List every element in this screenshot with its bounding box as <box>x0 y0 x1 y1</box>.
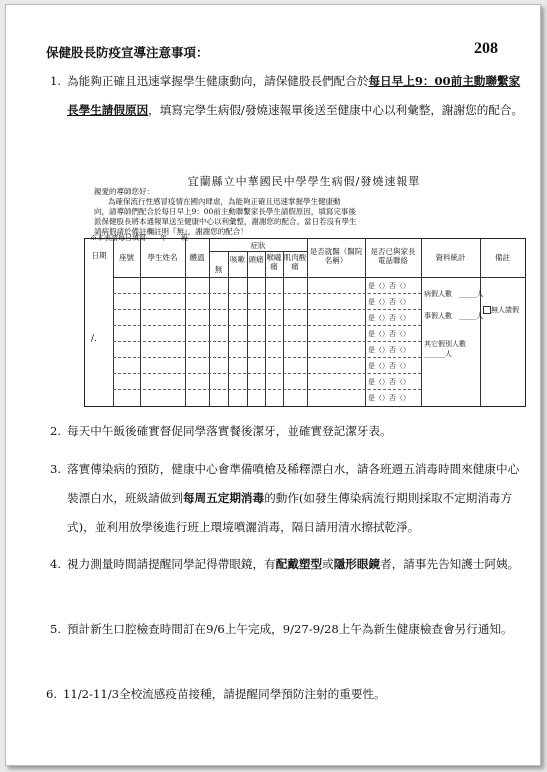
stat-label: 病假人數 <box>424 290 452 298</box>
item-number: 3. <box>50 462 62 476</box>
table-row-divider <box>113 325 421 326</box>
stat-personal-leave: 事假人數 _____人 <box>424 312 484 320</box>
contact-cell: 是（）否（） <box>368 362 410 370</box>
table-row-divider <box>113 357 421 358</box>
col-divider <box>283 251 284 406</box>
table-row-divider <box>113 293 421 294</box>
contact-cell: 是（）否（） <box>368 346 410 354</box>
col-divider <box>480 239 481 406</box>
item-text: 預計新生口腔檢查時間訂在9/6上午完成，9/27-9/28上午為新生健康檢查會另行通知。 <box>67 622 513 636</box>
item-text-segment: 或 <box>322 557 334 571</box>
col-divider <box>265 251 266 406</box>
col-divider <box>307 239 308 406</box>
stat-unit: 人 <box>445 350 452 358</box>
item-text-segment: 為能夠正確且迅速掌握學生健康動向，請保健股長們配合於 <box>67 74 369 88</box>
form-line: 派保健股長將本通報單送至健康中心以利彙整，謝謝您的配合。當日若沒有學生 <box>94 217 357 226</box>
contact-cell: 是（）否（） <box>368 394 410 402</box>
document-page <box>5 4 541 766</box>
sick-leave-report-form <box>84 173 524 405</box>
col-divider <box>365 239 366 406</box>
item-text <box>67 550 528 579</box>
item-number: 1. <box>50 74 62 88</box>
table-row-divider <box>113 373 421 374</box>
page-number: 208 <box>474 40 498 57</box>
list-item-3 <box>50 455 528 542</box>
header-remark: 備註 <box>495 253 510 262</box>
header-sym-headache: 頭痛 <box>248 255 264 264</box>
item-text-segment: ，填寫完學生病假/發燒速報單後送至健康中心以利彙整，謝謝您的配合。 <box>148 103 524 117</box>
item-text-segment: 的動作(如發生傳染病流行期則採取不定期消毒方式)，並利用放學後進行班上環境噴灑消毒，隔日請用清水擦拭乾淨。 <box>67 491 513 534</box>
header-bottom <box>113 277 525 278</box>
stat-unit: 人 <box>476 290 484 298</box>
item-emphasis: 隱形眼鏡 <box>333 557 381 571</box>
item-number: 2. <box>50 424 62 438</box>
col-divider <box>185 239 186 406</box>
item-text-segment: 視力測量時間請提醒同學記得帶眼鏡，有 <box>67 557 276 571</box>
header-contact: 是否已與家長電話聯絡 <box>370 247 416 265</box>
form-line: 向，請導師們配合於每日早上9：00前主動聯繫家長學生請假原因，填寫完事後 <box>94 207 356 216</box>
stat-other-leave: 其它假別人數 ______人 <box>424 340 473 358</box>
list-item-5 <box>50 615 528 644</box>
form-line: 親愛的導師您好： <box>94 187 154 196</box>
item-text <box>67 455 528 542</box>
header-temp: 體溫 <box>189 253 205 262</box>
item-emphasis: 每日早上9：00前主動聯繫家長學生請假原因 <box>67 74 521 117</box>
col-divider <box>247 251 248 406</box>
date-mark: /. <box>91 334 97 344</box>
checkbox <box>483 306 491 314</box>
header-sym-muscle: 肌肉酸痛 <box>283 253 307 271</box>
col-divider <box>140 239 141 406</box>
col-divider <box>421 239 422 406</box>
contact-cell: 是（）否（） <box>368 378 410 386</box>
col-divider <box>113 239 114 406</box>
list-item-4 <box>50 550 528 579</box>
header-split <box>209 251 307 252</box>
header-symptoms: 症狀 <box>250 241 266 250</box>
stat-unit: 人 <box>476 312 484 320</box>
item-text-segment: 者，請事先告知護士阿姨。 <box>380 557 520 571</box>
contact-cell: 是（）否（） <box>368 314 410 322</box>
form-footer-line: ※本表請每日填寫 年 班 <box>90 234 188 242</box>
item-number: 5. <box>50 622 62 636</box>
header-sym-none: 無 <box>214 265 223 274</box>
header-name: 學生姓名 <box>147 253 178 262</box>
col-divider <box>228 251 229 406</box>
item-text: 11/2-11/3全校流感疫苗接種，請提醒同學預防注射的重要性。 <box>63 687 386 701</box>
item-number: 4. <box>50 557 62 571</box>
table-row-divider <box>113 341 421 342</box>
item-emphasis: 每周五定期消毒 <box>182 491 265 505</box>
item-emphasis: 配戴塑型 <box>275 557 323 571</box>
remark-label: 無人請假 <box>491 306 519 314</box>
header-doctor: 是否就醫（醫院名稱） <box>309 247 363 265</box>
header-stats: 資料統計 <box>435 253 466 262</box>
item-text <box>67 67 528 125</box>
form-title: 宜蘭縣立中華國民中學學生病假/發燒速報單 <box>187 175 421 188</box>
item-text-segment: 落實傳染病的預防，健康中心會準備噴槍及稀釋漂白水，請各班週五消毒時間來健康中心裝漂白水，班級請做到 <box>67 462 520 505</box>
item-number: 6. <box>46 687 58 701</box>
remark-no-leave <box>483 305 519 315</box>
table-row-divider <box>113 389 421 390</box>
list-item-1 <box>50 67 528 125</box>
table-row-divider <box>113 309 421 310</box>
contact-cell: 是（）否（） <box>368 282 410 290</box>
contact-cell: 是（）否（） <box>368 298 410 306</box>
list-item-6 <box>46 680 524 709</box>
stat-sick-leave: 病假人數 _____人 <box>424 290 484 298</box>
list-item-2 <box>50 417 528 446</box>
header-sym-sore-throat: 喉嚨痛 <box>266 253 282 271</box>
item-text: 每天中午飯後確實督促同學落實餐後潔牙，並確實登記潔牙表。 <box>67 424 392 438</box>
form-line: 請病假請於備註欄註明『無』，謝謝您的配合！ <box>94 227 248 236</box>
form-line: 為確保流行性感冒疫情在國內肆虐，為能夠正確且迅速掌握學生健康動 <box>108 197 341 206</box>
stat-label: 事假人數 <box>424 312 452 320</box>
form-table <box>84 238 526 407</box>
header-seat: 座號 <box>119 253 134 262</box>
stat-label: 其它假別人數 <box>424 340 466 348</box>
contact-cell: 是（）否（） <box>368 330 410 338</box>
header-date: 日期 <box>91 251 107 260</box>
header-sym-cough: 咳嗽 <box>230 255 245 264</box>
page-title: 保健股長防疫宣導注意事項： <box>46 45 209 60</box>
